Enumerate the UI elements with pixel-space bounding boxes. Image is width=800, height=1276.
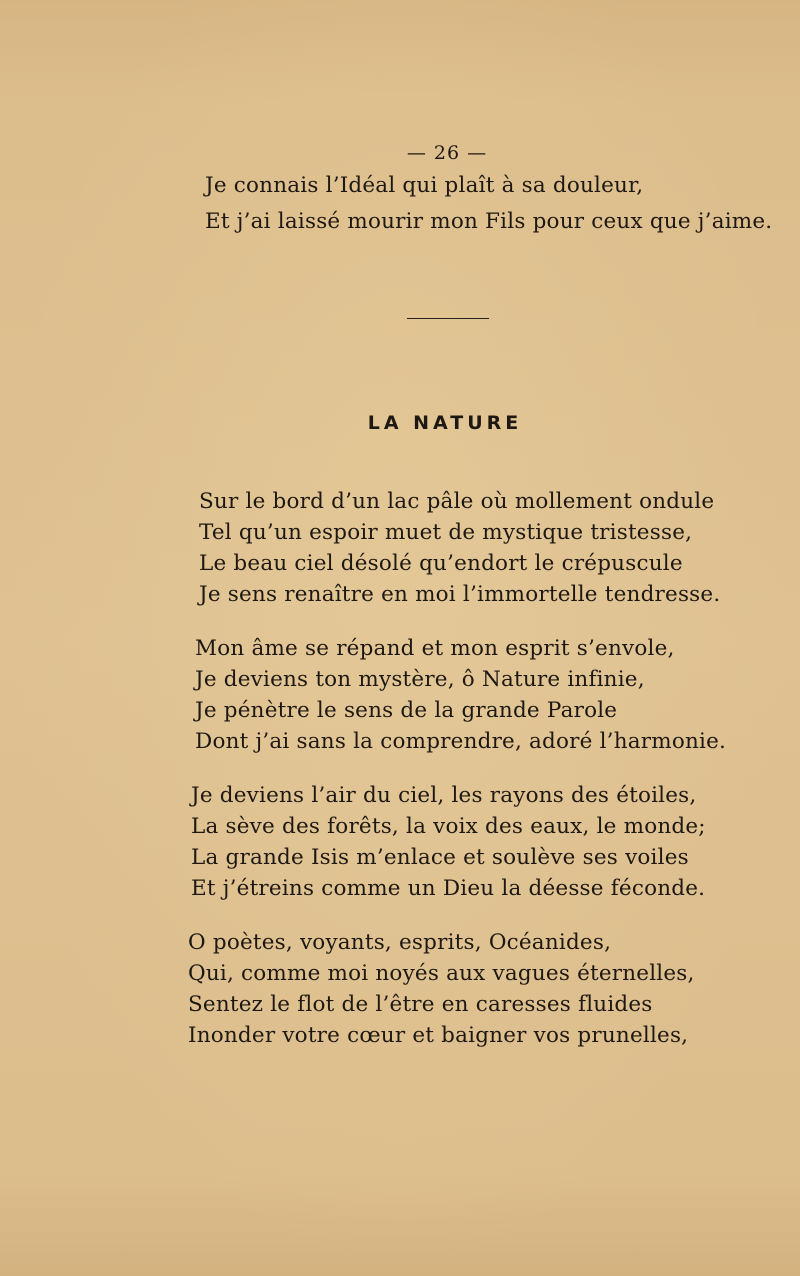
poem-line: Sur le bord d’un lac pâle où mollement ondule xyxy=(199,489,715,514)
poem-line: Le beau ciel désolé qu’endort le crépuscule xyxy=(199,551,683,576)
section-divider xyxy=(407,318,489,319)
page-number: — 26 — xyxy=(406,142,488,164)
poem-line: Qui, comme moi noyés aux vagues éternelles, xyxy=(188,961,695,986)
preceding-line: Et j’ai laissé mourir mon Fils pour ceux que j’aime. xyxy=(205,209,773,234)
preceding-line: Je connais l’Idéal qui plaît à sa douleur, xyxy=(205,173,644,198)
poem-line: Et j’étreins comme un Dieu la déesse féconde. xyxy=(191,876,706,901)
poem-line: Inonder votre cœur et baigner vos prunelles, xyxy=(188,1023,689,1048)
poem-line: Je deviens ton mystère, ô Nature infinie, xyxy=(195,667,645,692)
poem-title: LA NATURE xyxy=(367,412,523,434)
poem-line: Sentez le flot de l’être en caresses fluides xyxy=(188,992,653,1017)
poem-line: O poètes, voyants, esprits, Océanides, xyxy=(188,930,612,955)
poem-line: Dont j’ai sans la comprendre, adoré l’harmonie. xyxy=(195,729,727,754)
poem-line: Je sens renaître en moi l’immortelle tendresse. xyxy=(199,582,721,607)
poem-line: Tel qu’un espoir muet de mystique tristesse, xyxy=(199,520,693,545)
poem-line: Mon âme se répand et mon esprit s’envole, xyxy=(195,636,675,661)
poem-line: La sève des forêts, la voix des eaux, le monde; xyxy=(191,814,706,839)
poem-line: La grande Isis m’enlace et soulève ses voiles xyxy=(191,845,689,870)
poem-line: Je pénètre le sens de la grande Parole xyxy=(195,698,618,723)
poem-line: Je deviens l’air du ciel, les rayons des étoiles, xyxy=(191,783,697,808)
